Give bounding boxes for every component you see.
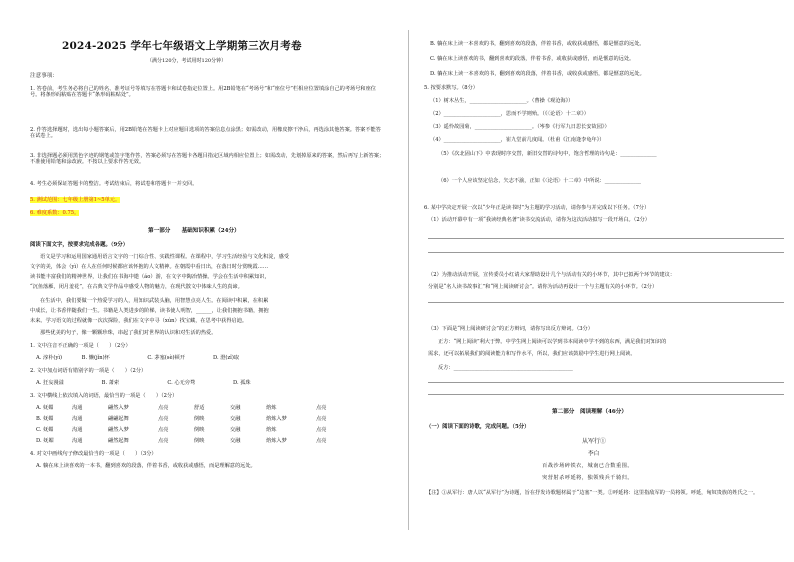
note-4: 4. 考生必须保证答题卡的整洁。考试结束后，将试卷和答题卡一并交回。: [30, 181, 198, 187]
q3-option-row-a[interactable]: [36, 404, 346, 411]
cell: 熔炼入梦: [266, 438, 287, 444]
answer-line[interactable]: [428, 252, 784, 253]
passage-line: 读书能丰富我们的精神世界，让我们在书海中遨（áo）游，在文字中陶冶情操。学会在生活中积累知识，: [30, 274, 270, 280]
left-column: [22, 0, 392, 562]
cell: D. 妩媚: [36, 438, 54, 444]
question-2-options: [36, 379, 277, 386]
q2-option-a[interactable]: A. 狂妄漫溢: [36, 380, 64, 386]
passage-line: 文字的美，体会（yì）在人在任何时候都应该怀抱的人文精神。在朝霞中看日出，在落日时分赏晚霞……: [30, 264, 269, 270]
reading-instruction: 阅读下面文字，按要求完成各题。（9分）: [30, 242, 129, 248]
cell: 点亮: [158, 405, 169, 411]
exam-title: 2024-2025 学年七年级语文上学期第三次月考卷: [62, 40, 302, 52]
q6-item: （2）为推动活动开展，宣传委员小红请大家帮助设计几个与活动有关的小环节，其中已拟两个环节的建议：: [428, 272, 676, 278]
poem-note: 【注】①从军行：唐人以“从军行”为诗题，旨在抒发诗歌题材属于“边塞”一类。②呼延将：这里指敌军的一员将领。呼延，匈奴贵族的姓氏之一。: [426, 490, 759, 496]
cell: 沟通: [72, 416, 83, 422]
q3-option-row-d[interactable]: [36, 437, 346, 444]
cell: 交融: [230, 427, 241, 433]
cell: 沟通: [72, 405, 83, 411]
notes-heading: 注意事项：: [30, 73, 58, 79]
poem-line: 百战沙场碎铁衣，城南已合数重围。: [542, 463, 634, 469]
note-3: 3. 非选择题必须用黑色字迹的钢笔或签字笔作答，答案必须写在答题卡各题目指定区域内相应位置上；如需改动，先划掉原来的答案，然后再写上新答案；不准使用铅笔和涂改液。不按以上要求作答无效。: [30, 153, 385, 166]
cell: 点亮: [316, 405, 327, 411]
cell: C. 妩媚: [36, 427, 54, 433]
q3-option-row-c[interactable]: [36, 426, 346, 433]
q1-option-d[interactable]: D. 澄(zǐ)取: [212, 355, 240, 361]
passage-line: 那些优美的句子，像一颗颗珍珠，串起了我们对世界的认识和对生活的热爱。: [40, 330, 217, 336]
exam-subtitle: （满分120分，考试用时120分钟）: [147, 58, 227, 64]
passage-line: 语文是学习和运用国家通用语言文字的一门综合性、实践性课程。在课程中，学习生活经验与文化积淀，感受: [40, 254, 290, 260]
cell: 翩然入梦: [108, 427, 129, 433]
q6-item: 需求，还可以拓展我们的阅读能力和写作水平，所以，我们应该鼓励中学生进行网上阅读。: [428, 351, 636, 357]
q1-option-a[interactable]: A. 淳朴(yì): [36, 355, 63, 361]
q6-item: （3）下面是“网上阅读研讨会”的正方辩词，请你写出反方辩词。（3分）: [428, 326, 593, 332]
q4-option-a[interactable]: A. 躺在床上读喜欢的一本书，翻到喜欢的段落，伴着书香，或收获或感悟，而是理解意的远处。: [36, 463, 256, 469]
question-4-stem: 4. 对文中画线句子修改最恰当的一项是（ ）（3分）: [30, 451, 157, 457]
cell: 熔炼: [266, 405, 277, 411]
q5-item[interactable]: （5）《次北固山下》中表现时序交替，新旧交替的诗句中，饱含哲理的诗句是：______________: [438, 151, 657, 157]
cell: 交融: [230, 416, 241, 422]
q5-item[interactable]: （2）______________________，思而不学则殆。（《〈论语〉十二章》）: [430, 111, 589, 117]
column-divider: [408, 30, 409, 530]
passage-line: 中成长，让书香伴随我们一生。书籍是人类进步的阶梯，读书使人明智，______，让我们拥抱书籍，拥抱: [30, 308, 269, 314]
q5-item[interactable]: （1）树木丛生，______________________。（曹操《观沧海》）: [430, 98, 574, 104]
cell: 点亮: [158, 438, 169, 444]
note-5: 5. 测试范围：七年级上册第1~5单元。: [30, 197, 121, 203]
q2-option-b[interactable]: B. 萧索: [101, 380, 120, 386]
q5-item[interactable]: （6）一个人应该坚定信念，矢志不渝，正如《〈论语〉十二章》中所说：______________: [438, 178, 642, 184]
cell: 倒映: [194, 438, 205, 444]
q4-option-c[interactable]: C. 躺在床上读喜欢的书，翻到喜欢的段落，伴着书香，或收获或感悟，而是惬意的远处。: [430, 56, 635, 62]
question-1-stem: 1. 文中注音不正确的一项是（ ）（2分）: [30, 343, 131, 349]
question-6-stem: 6. 某中学决定开展一次以“少年正是读书时”为主题的学习活动，请你参与并完成以下任务。（7分）: [424, 205, 650, 211]
poem-instruction: （一）阅读下面的诗歌，完成问题。（5分）: [426, 424, 530, 430]
q5-item[interactable]: （4）______________________，崔九堂前几度闻。（杜甫《江南逢李龟年》）: [430, 137, 605, 143]
q6-item: 正方：“网上阅读”利大于弊。中学生网上阅读可以学到书本阅读中学不到的东西，满足我们对知识的: [438, 339, 667, 345]
cell: 交融: [230, 438, 241, 444]
q6-item: （1）活动开幕中有一项“我读经典名著”读书交流活动，请你为这次活动拟写一段开场白。（2分）: [428, 217, 650, 223]
cell: 舒适: [194, 405, 205, 411]
question-2-stem: 2. 文中加点词语有错别字的一项是（ ）（2分）: [30, 368, 147, 374]
q4-option-b[interactable]: B. 躺在床上读一本喜欢的书，翻到喜欢的段落，伴着书香，或收获或感悟，都是惬意的远处。: [430, 41, 645, 47]
cell: 翩然起舞: [108, 438, 129, 444]
q1-option-c[interactable]: C. 茅塞(sè)顿开: [147, 355, 185, 361]
q2-option-d[interactable]: D. 孤珠: [232, 380, 251, 386]
cell: 熔炼: [266, 427, 277, 433]
poem-author: 李白: [588, 451, 600, 457]
cell: B. 妩媚: [36, 416, 54, 422]
q5-item[interactable]: （3）遥怜故园菊，______________________。（岑参《行军九日思长安故园》）: [430, 124, 610, 130]
note-1: 1. 答卷前，考生务必将自己的姓名、准考证号等填写在答题卡和试卷指定位置上。用2B铅笔在“考场号”和“座位号”栏相应位置填涂自己的考场号和座位号。将条形码粘贴在答题卡“条形码粘贴处”。: [30, 86, 376, 99]
cell: 交融: [230, 405, 241, 411]
answer-line[interactable]: [428, 382, 784, 383]
cell: 点亮: [316, 416, 327, 422]
cell: A. 妩媚: [36, 405, 54, 411]
q2-option-c[interactable]: C. 心无旁骛: [167, 380, 196, 386]
cell: 倒映: [194, 416, 205, 422]
q6-answer[interactable]: 反方：______________________________________________: [438, 365, 573, 371]
cell: 翩翩起舞: [108, 416, 129, 422]
question-3-stem: 3. 文中横线上依次填入的词语，最恰当的一项是（ ）（2分）: [30, 393, 178, 399]
q1-option-b[interactable]: B. 懒(jǐn)怀: [81, 355, 110, 361]
q6-item: 分别是“名人读书故事汇”和“网上阅读研讨会”。请你为活动再设计一个与主题有关的小环节。（2分）: [428, 284, 658, 290]
part2-title: 第二部分 阅读理解（46分）: [552, 409, 627, 415]
cell: 倒映: [194, 427, 205, 433]
poem-title: 从军行①: [582, 438, 607, 445]
note-2: 2. 作答选择题时，选出每小题答案后，用2B铅笔在答题卡上对应题目选项的答案信息点涂黑；如需改动，用橡皮擦干净后，再选涂其他答案。答案不能答在试卷上。: [30, 127, 381, 140]
cell: 沟通: [72, 427, 83, 433]
part1-title: 第一部分 基础知识积累（24分）: [148, 228, 240, 234]
cell: 点亮: [158, 416, 169, 422]
cell: 点亮: [316, 427, 327, 433]
note-6: 6. 难度系数：0.75。: [30, 210, 80, 216]
passage-line: 在生活中，我们要做一个热爱学习的人，用知识武装头脑，用智慧点亮人生。在阅读中积累，在积累: [40, 298, 269, 304]
cell: 沟通: [72, 438, 83, 444]
passage-line: 未来。学习语文的过程就像一次次探险，我们在文字中寻（xún）找宝藏，在思考中获得启迪。: [30, 318, 248, 324]
cell: 熔炼入梦: [266, 416, 287, 422]
answer-line[interactable]: [428, 302, 784, 303]
cell: 点亮: [158, 427, 169, 433]
answer-line[interactable]: [428, 394, 784, 395]
right-column: [420, 0, 790, 562]
cell: 点亮: [316, 438, 327, 444]
passage-line: “沉鱼落雁，闭月羞花”，在古典文学作品中感受人物的魅力，在现代散文中体味人生的真谛。: [30, 284, 243, 290]
cell: 翩然入梦: [108, 405, 129, 411]
q3-option-row-b[interactable]: [36, 415, 346, 422]
poem-line: 突营射杀呼延将，独领残兵千骑归。: [542, 475, 634, 481]
q4-option-d[interactable]: D. 躺在床上读一本喜欢的书，翻到喜欢的段落，伴着书香，或收获或感悟，都是惬意的远处。: [430, 71, 645, 77]
question-5-stem: 5. 按要求默写。（8分）: [424, 85, 478, 91]
question-1-options: [36, 354, 257, 361]
answer-line[interactable]: [428, 238, 784, 239]
